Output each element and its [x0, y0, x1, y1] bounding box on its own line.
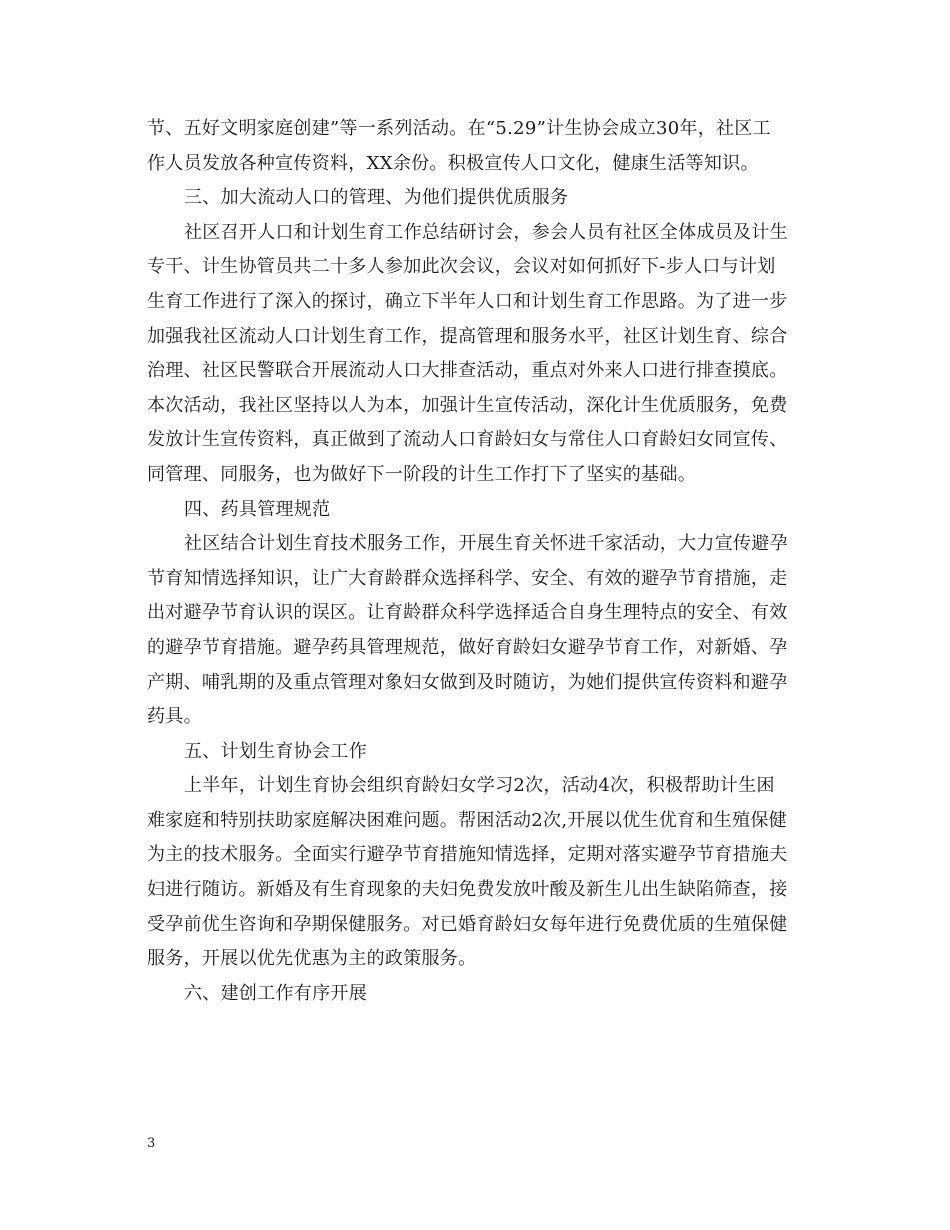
- text-line: 妇进行随访。新婚及有生育现象的夫妇免费发放叶酸及新生儿出生缺陷筛查，接: [147, 879, 788, 901]
- text-line: 为主的技术服务。全面实行避孕节育措施知情选择，定期对落实避孕节育措施夫: [147, 844, 788, 866]
- text-line: 加强我社区流动人口计划生育工作，提高管理和服务水平，社区计划生育、综合: [147, 325, 788, 347]
- section-heading: 三、加大流动人口的管理、为他们提供优质服务: [184, 187, 569, 209]
- text-line: 药具。: [147, 706, 202, 728]
- text-line: 社区召开人口和计划生育工作总结研讨会，参会人员有社区全体成员及计生: [184, 221, 788, 243]
- text-line: 本次活动，我社区坚持以人为本，加强计生宣传活动，深化计生优质服务，免费: [147, 394, 788, 416]
- text-line: 节育知情选择知识，让广大育龄群众选择科学、安全、有效的避孕节育措施，走: [147, 567, 788, 589]
- paragraph: [147, 769, 812, 977]
- text-line: 生育工作进行了深入的探讨，确立下半年人口和计划生育工作思路。为了进一步: [147, 290, 788, 312]
- text-line: 节、五好文明家庭创建”等一系列活动。在“5.29”计生协会成立30年，社区工: [147, 118, 771, 139]
- text-line: 发放计生宣传资料，真正做到了流动人口育龄妇女与常住人口育龄妇女同宣传、: [147, 429, 788, 451]
- text-line: 治理、社区民警联合开展流动人口大排查活动，重点对外来人口进行排查摸底。: [147, 360, 788, 382]
- text-line: 专干、计生协管员共二十多人参加此次会议，会议对如何抓好下-步人口与计划: [147, 256, 776, 278]
- text-line: 难家庭和特别扶助家庭解决困难问题。帮困活动2次,开展以优生优育和生殖保健: [147, 809, 787, 831]
- text-line: 出对避孕节育认识的误区。让育龄群众科学选择适合自身生理特点的安全、有效: [147, 602, 788, 624]
- paragraph: [147, 216, 812, 493]
- page-number: 3: [147, 1136, 156, 1151]
- section-heading: 六、建创工作有序开展: [184, 982, 367, 1004]
- text-line: 受孕前优生咨询和孕期保健服务。对已婚育龄妇女每年进行免费优质的生殖保健: [147, 913, 788, 935]
- paragraph: [147, 527, 812, 735]
- paragraph-continuation: [147, 112, 812, 181]
- document-body: [147, 112, 812, 1011]
- section-heading: 五、计划生育协会工作: [184, 740, 367, 762]
- text-line: 的避孕节育措施。避孕药具管理规范，做好育龄妇女避孕节育工作，对新婚、孕: [147, 636, 788, 658]
- text-line: 服务，开展以优先优惠为主的政策服务。: [147, 948, 477, 970]
- text-line: 产期、哺乳期的及重点管理对象妇女做到及时随访，为她们提供宣传资料和避孕: [147, 671, 788, 693]
- text-line: 作人员发放各种宣传资料，XX余份。积极宣传人口文化，健康生活等知识。: [147, 152, 759, 174]
- text-line: 社区结合计划生育技术服务工作，开展生育关怀进千家活动，大力宣传避孕: [184, 533, 788, 555]
- text-line: 同管理、同服务，也为做好下一阶段的计生工作打下了坚实的基础。: [147, 463, 696, 485]
- section-heading: 四、药具管理规范: [184, 498, 331, 520]
- text-line: 上半年，计划生育协会组织育龄妇女学习2次，活动4次，积极帮助计生困: [184, 775, 775, 797]
